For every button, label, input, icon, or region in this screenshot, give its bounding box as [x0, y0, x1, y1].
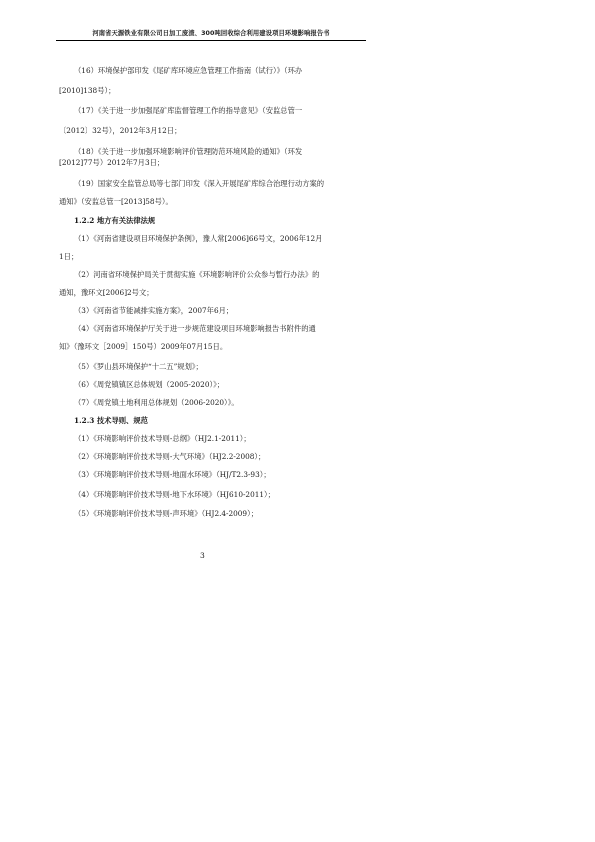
- tech-item-3: （3）《环境影响评价技术导则-地面水环境》（HJ/T2.3-93）；: [74, 470, 271, 479]
- local-item-2-line-2: 通知，豫环文[2006]2号文；: [59, 288, 154, 297]
- item-19-line-2: 通知》（安监总管一[2013]58号）。: [59, 197, 173, 206]
- local-item-5: （5）《罗山县环境保护“十二五”规划》；: [74, 362, 203, 371]
- section-heading-1-2-3: 1.2.3 技术导则、规范: [74, 416, 148, 425]
- local-item-4-line-1: （4）《河南省环境保护厅关于进一步规范建设项目环境影响报告书附件的通: [74, 324, 316, 333]
- item-19-line-1: （19）国家安全监管总局等七部门印发《深入开展尾矿库综合治理行动方案的: [74, 179, 325, 188]
- local-item-1-line-1: （1）《河南省建设项目环境保护条例》，豫人常[2006]66号文，2006年12月: [74, 234, 323, 243]
- item-16-line-2: [2010]138号）；: [59, 86, 116, 95]
- page-number: 3: [200, 551, 205, 560]
- tech-item-5: （5）《环境影响评价技术导则-声环境》（HJ2.4-2009）；: [74, 509, 259, 518]
- local-item-7: （7）《周党镇土地利用总体规划（2006-2020）》。: [74, 398, 239, 407]
- tech-item-2: （2）《环境影响评价技术导则-大气环境》（HJ2.2-2008）；: [74, 452, 266, 461]
- local-item-6: （6）《周党镇镇区总体规划（2005-2020）》；: [74, 380, 225, 389]
- local-item-3: （3）《河南省节能减排实施方案》，2007年6月；: [74, 306, 234, 315]
- local-item-1-line-2: 1日；: [59, 252, 79, 261]
- tech-item-4: （4）《环境影响评价技术导则-地下水环境》（HJ610-2011）；: [74, 490, 275, 499]
- section-heading-1-2-2: 1.2.2 地方有关法律法规: [74, 216, 156, 225]
- header-divider: [56, 40, 366, 41]
- local-item-4-line-2: 知》（豫环文［2009］150号）2009年07月15日。: [59, 342, 228, 351]
- item-18-line-2: [2012]77号）2012年7月3日；: [59, 158, 165, 167]
- page-header: 河南省天源铁业有限公司日加工废渣、300吨回收综合利用建设项目环境影响报告书: [92, 30, 330, 37]
- tech-item-1: （1）《环境影响评价技术导则-总纲》（HJ2.1-2011）；: [74, 434, 251, 443]
- item-17-line-1: （17）《关于进一步加强尾矿库监督管理工作的指导意见》（安监总管一: [74, 106, 303, 115]
- item-18-line-1: （18）《关于进一步加强环境影响评价管理防范环境风险的通知》（环发: [74, 147, 303, 156]
- item-17-line-2: 〔2012〕32号），2012年3月12日；: [59, 126, 182, 135]
- local-item-2-line-1: （2）河南省环境保护局关于贯彻实施《环境影响评价公众参与暂行办法》的: [74, 270, 320, 279]
- item-16-line-1: （16）环境保护部印发《尾矿库环境应急管理工作指南（试行）》（环办: [74, 66, 303, 75]
